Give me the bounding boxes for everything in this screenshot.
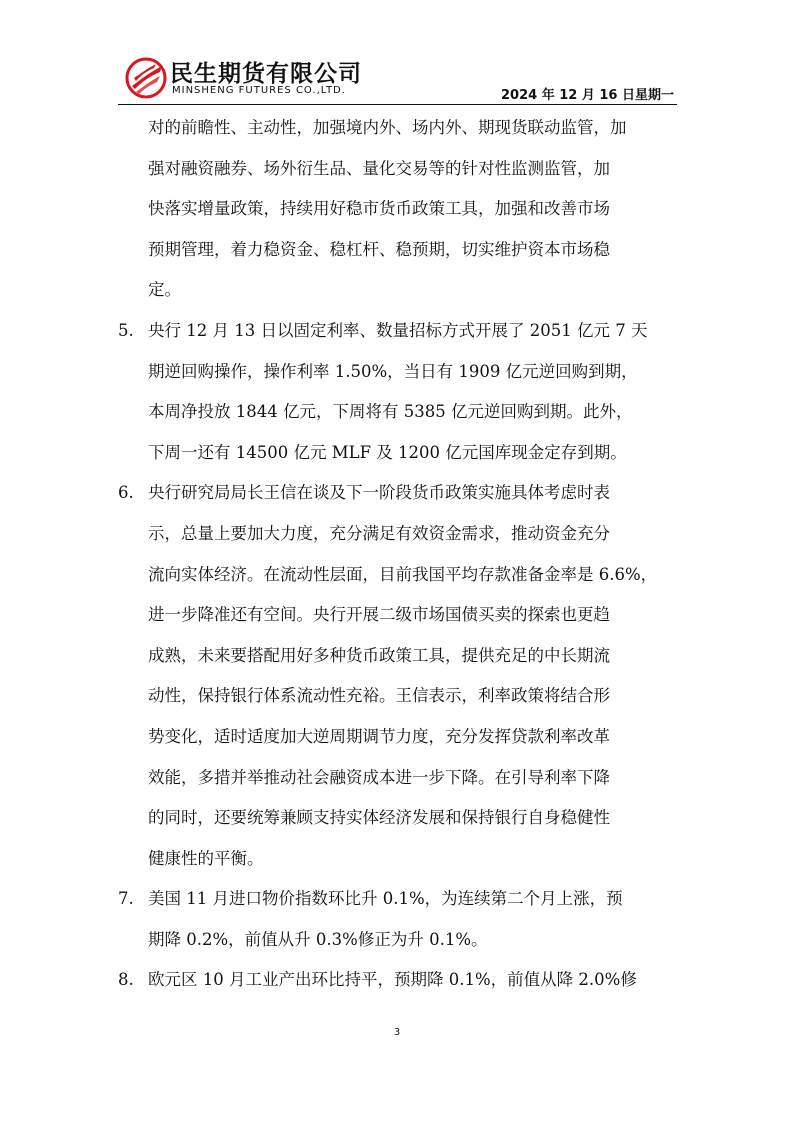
list-item-number: 8. bbox=[118, 970, 134, 990]
text-line: 势变化，适时适度加大逆周期调节力度，充分发挥贷款利率改革 bbox=[148, 726, 610, 746]
text-line: 健康性的平衡。 bbox=[148, 848, 264, 868]
list-item-number: 6. bbox=[118, 483, 134, 503]
text-line: 效能，多措并举推动社会融资成本进一步下降。在引导利率下降 bbox=[148, 767, 610, 787]
text-line: 本周净投放 1844 亿元，下周将有 5385 亿元逆回购到期。此外， bbox=[148, 402, 633, 422]
text-line: 央行研究局局长王信在谈及下一阶段货币政策实施具体考虑时表 bbox=[148, 483, 610, 503]
text-line: 示，总量上要加大力度，充分满足有效资金需求，推动资金充分 bbox=[148, 523, 610, 543]
text-line: 央行 12 月 13 日以固定利率、数量招标方式开展了 2051 亿元 7 天 bbox=[148, 320, 648, 340]
text-line: 下周一还有 14500 亿元 MLF 及 1200 亿元国库现金定存到期。 bbox=[148, 442, 627, 462]
text-line: 动性，保持银行体系流动性充裕。王信表示，利率政策将结合形 bbox=[148, 686, 610, 706]
text-line: 对的前瞻性、主动性，加强境内外、场内外、期现货联动监管，加 bbox=[148, 118, 627, 137]
text-line: 的同时，还要统筹兼顾支持实体经济发展和保持银行自身稳健性 bbox=[148, 808, 610, 828]
document-body bbox=[118, 108, 678, 1001]
text-line: 预期管理，着力稳资金、稳杠杆、稳预期，切实维护资本市场稳 bbox=[148, 239, 610, 259]
text-line: 欧元区 10 月工业产出环比持平，预期降 0.1%，前值从降 2.0%修 bbox=[148, 970, 637, 990]
page-number: 3 bbox=[393, 1027, 401, 1038]
list-item-5 bbox=[118, 311, 678, 473]
text-line: 进一步降准还有空间。央行开展二级市场国债买卖的探索也更趋 bbox=[148, 605, 610, 625]
text-line: 强对融资融券、场外衍生品、量化交易等的针对性监测监管，加 bbox=[148, 158, 610, 178]
text-line: 期降 0.2%，前值从升 0.3%修正为升 0.1%。 bbox=[148, 929, 488, 949]
page-header bbox=[118, 52, 678, 104]
company-name-cn: 民生期货有限公司 bbox=[170, 61, 362, 87]
header-divider bbox=[118, 104, 677, 105]
list-item-7 bbox=[118, 879, 678, 960]
list-item-8 bbox=[118, 960, 678, 1001]
text-line: 定。 bbox=[148, 280, 181, 300]
report-date: 2024 年 12 月 16 日星期一 bbox=[501, 88, 674, 103]
continuation-paragraph bbox=[118, 108, 678, 311]
list-item-number: 5. bbox=[118, 320, 134, 340]
minsheng-logo-icon bbox=[124, 56, 168, 100]
text-line: 成熟，未来要搭配用好多种货币政策工具，提供充足的中长期流 bbox=[148, 645, 610, 665]
text-line: 流向实体经济。在流动性层面，目前我国平均存款准备金率是 6.6%， bbox=[148, 564, 658, 584]
text-line: 快落实增量政策，持续用好稳市货币政策工具，加强和改善市场 bbox=[148, 199, 610, 219]
company-name-en: MINSHENG FUTURES CO.,LTD. bbox=[172, 85, 346, 96]
list-item-number: 7. bbox=[118, 889, 134, 909]
text-line: 美国 11 月进口物价指数环比升 0.1%，为连续第二个月上涨，预 bbox=[148, 889, 623, 909]
text-line: 期逆回购操作，操作利率 1.50%，当日有 1909 亿元逆回购到期， bbox=[148, 361, 638, 381]
list-item-6 bbox=[118, 473, 678, 879]
